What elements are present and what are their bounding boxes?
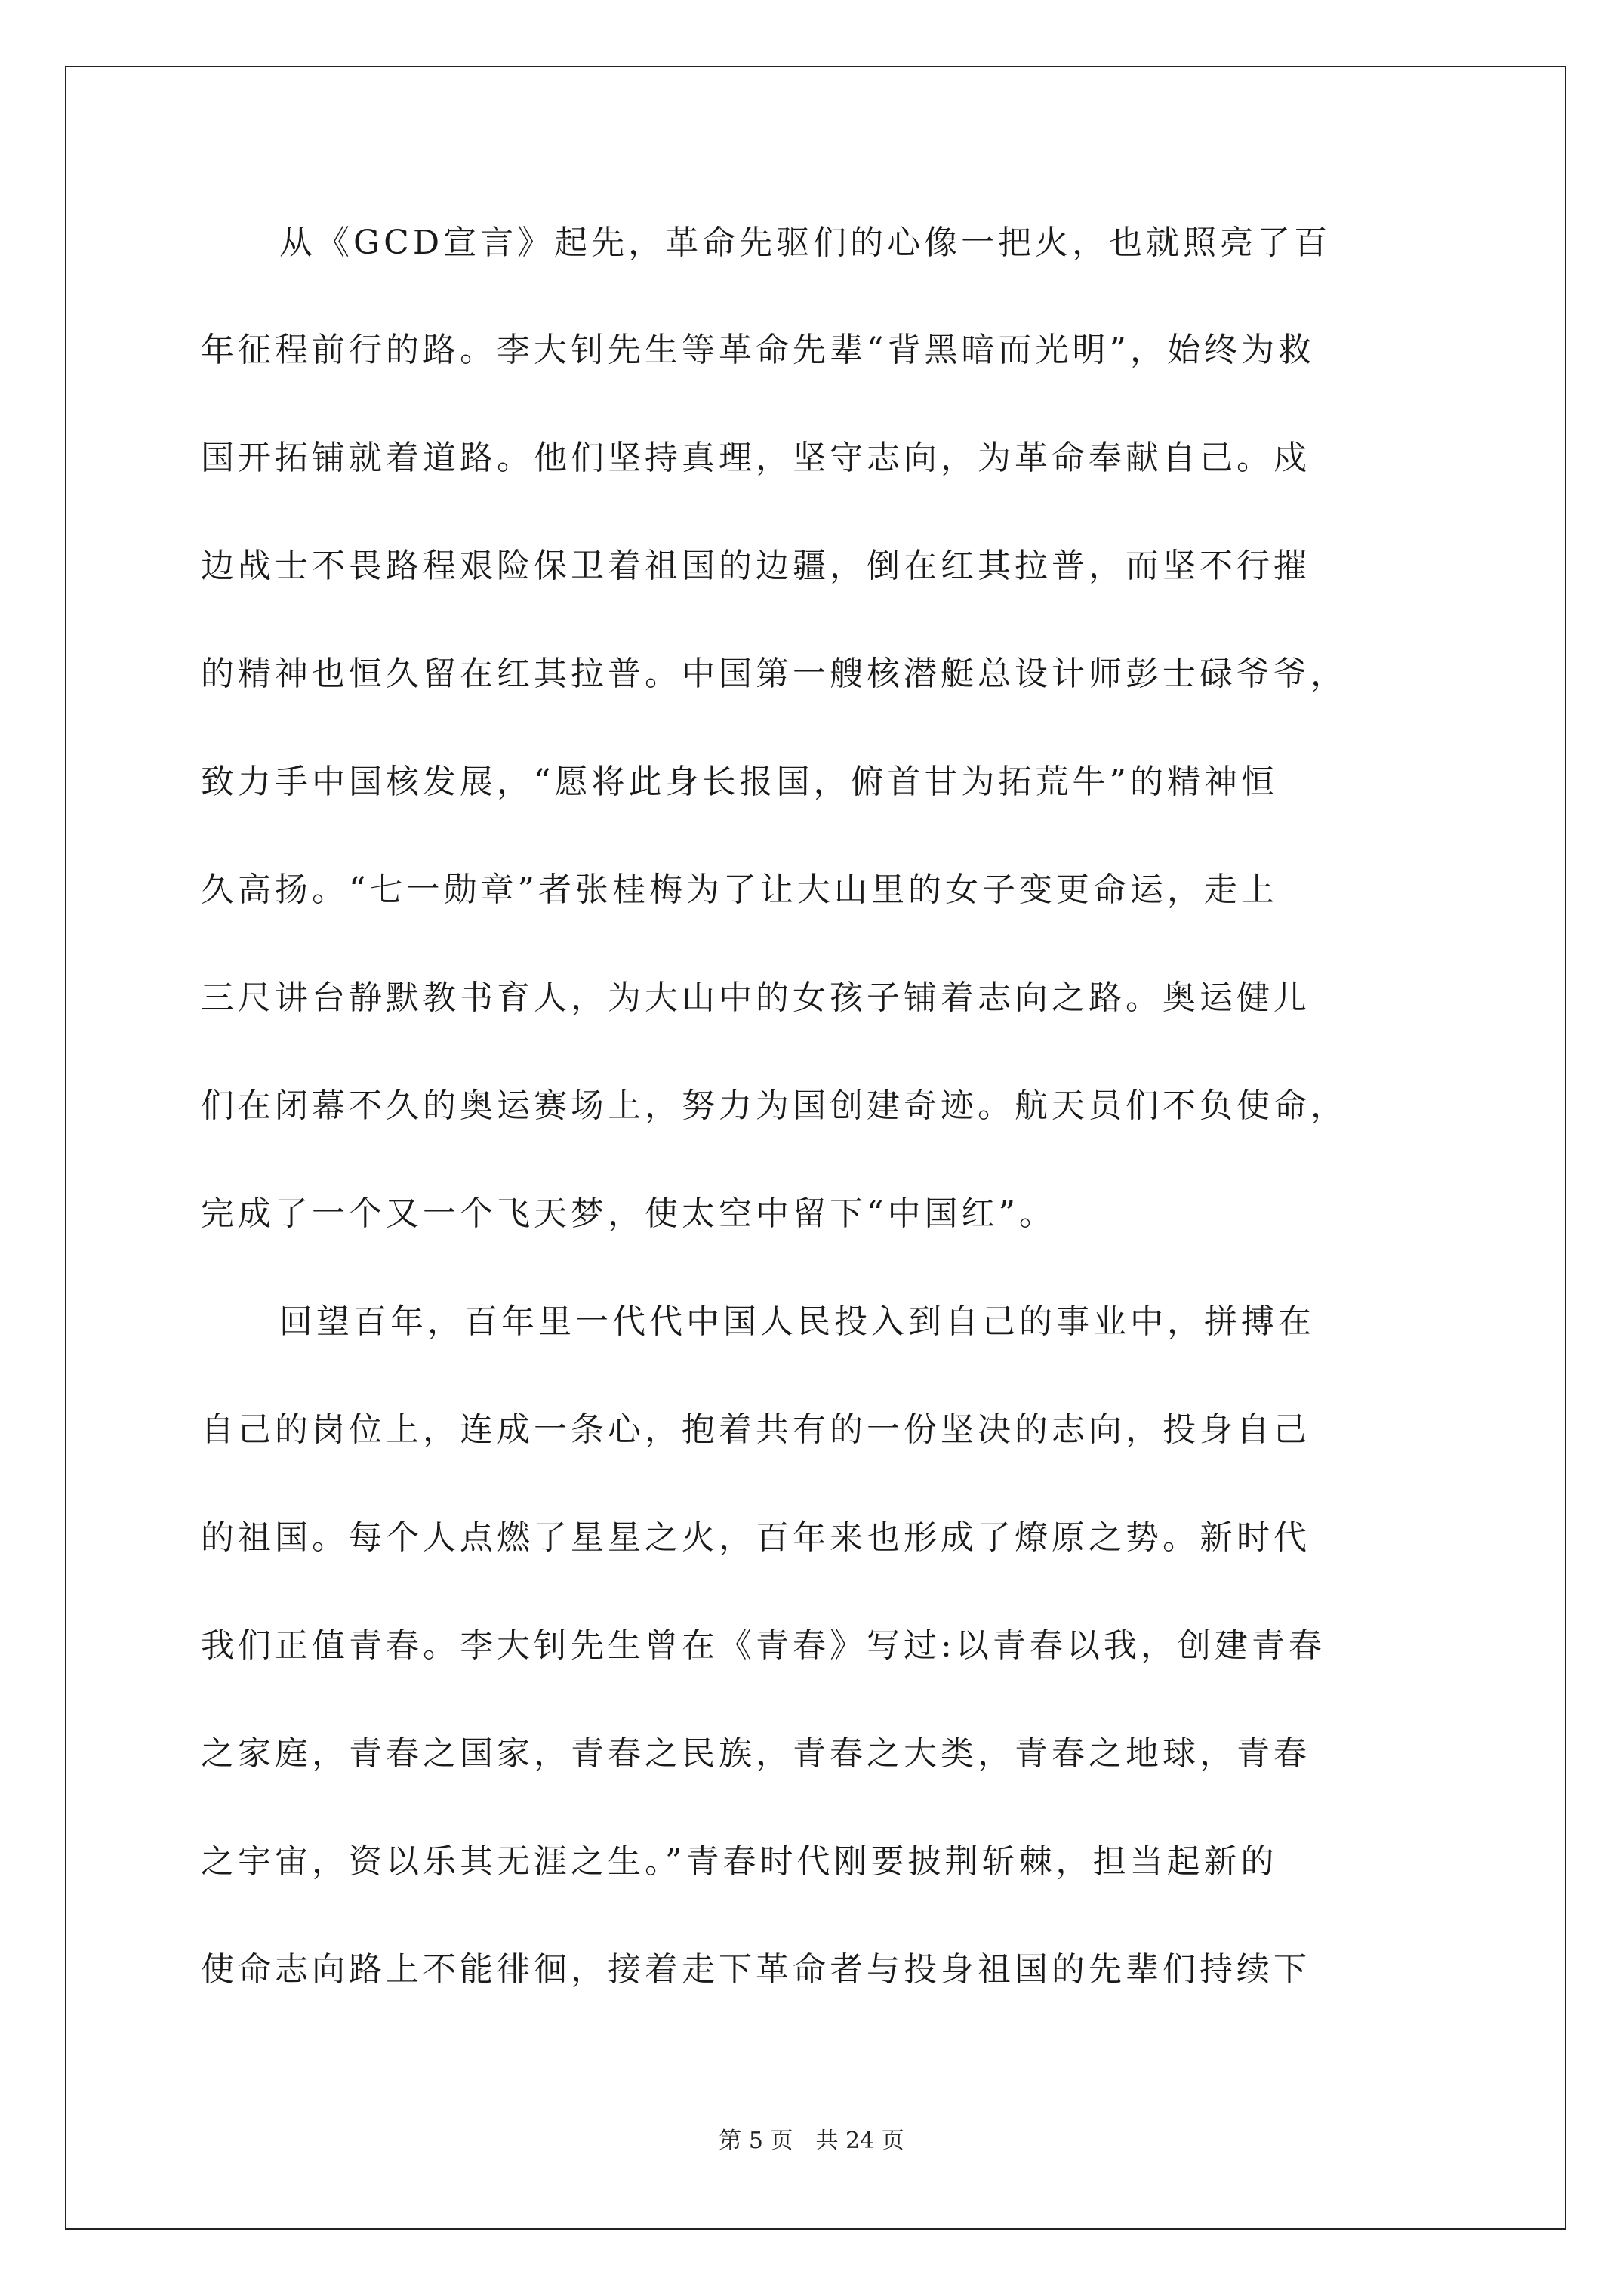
page-total: 共 24 页 bbox=[815, 2128, 904, 2154]
paragraph-1-line-3: 国开拓铺就着道路。他们坚持真理，坚守志向，为革命奉献自己。戍 bbox=[201, 439, 1310, 477]
paragraph-1-line-8: 三尺讲台静默教书育人，为大山中的女孩子铺着志向之路。奥运健儿 bbox=[201, 978, 1310, 1017]
page-number: 第 5 页 bbox=[719, 2128, 793, 2154]
paragraph-2-line-7: 使命志向路上不能徘徊，接着走下革命者与投身祖国的先辈们持续下 bbox=[201, 1950, 1310, 1989]
paragraph-2-line-4: 我们正值青春。李大钊先生曾在《青春》写过:以青春以我，创建青春 bbox=[201, 1626, 1326, 1665]
paragraph-1-line-10: 完成了一个又一个飞天梦，使太空中留下“中国红”。 bbox=[201, 1194, 1056, 1233]
paragraph-1-line-9: 们在闭幕不久的奥运赛场上，努力为国创建奇迹。航天员们不负使命， bbox=[201, 1086, 1347, 1125]
paragraph-1-line-6: 致力手中国核发展，“愿将此身长报国，俯首甘为拓荒牛”的精神恒 bbox=[201, 763, 1278, 801]
paragraph-2-line-1: 回望百年，百年里一代代中国人民投入到自己的事业中，拼搏在 bbox=[279, 1302, 1315, 1341]
paragraph-1-line-4: 边战士不畏路程艰险保卫着祖国的边疆，倒在红其拉普，而坚不行摧 bbox=[201, 547, 1310, 585]
paragraph-1-line-7: 久高扬。“七一勋章”者张桂梅为了让大山里的女子变更命运，走上 bbox=[201, 871, 1278, 909]
paragraph-1-line-2: 年征程前行的路。李大钊先生等革命先辈“背黑暗而光明”，始终为救 bbox=[201, 331, 1315, 369]
paragraph-1-line-1: 从《GCD宣言》起先，革命先驱们的心像一把火，也就照亮了百 bbox=[279, 223, 1332, 262]
paragraph-2-line-3: 的祖国。每个人点燃了星星之火，百年来也形成了燎原之势。新时代 bbox=[201, 1518, 1310, 1557]
paragraph-2-line-5: 之家庭，青春之国家，青春之民族，青春之大类，青春之地球，青春 bbox=[201, 1734, 1310, 1773]
page-border bbox=[65, 66, 1566, 2230]
paragraph-2-line-6: 之宇宙，资以乐其无涯之生。”青春时代刚要披荆斩棘，担当起新的 bbox=[201, 1842, 1278, 1881]
page-footer bbox=[0, 2122, 1623, 2155]
paragraph-2-line-2: 自己的岗位上，连成一条心，抱着共有的一份坚决的志向，投身自己 bbox=[201, 1410, 1310, 1449]
paragraph-1-line-5: 的精神也恒久留在红其拉普。中国第一艘核潜艇总设计师彭士碌爷爷， bbox=[201, 655, 1347, 693]
